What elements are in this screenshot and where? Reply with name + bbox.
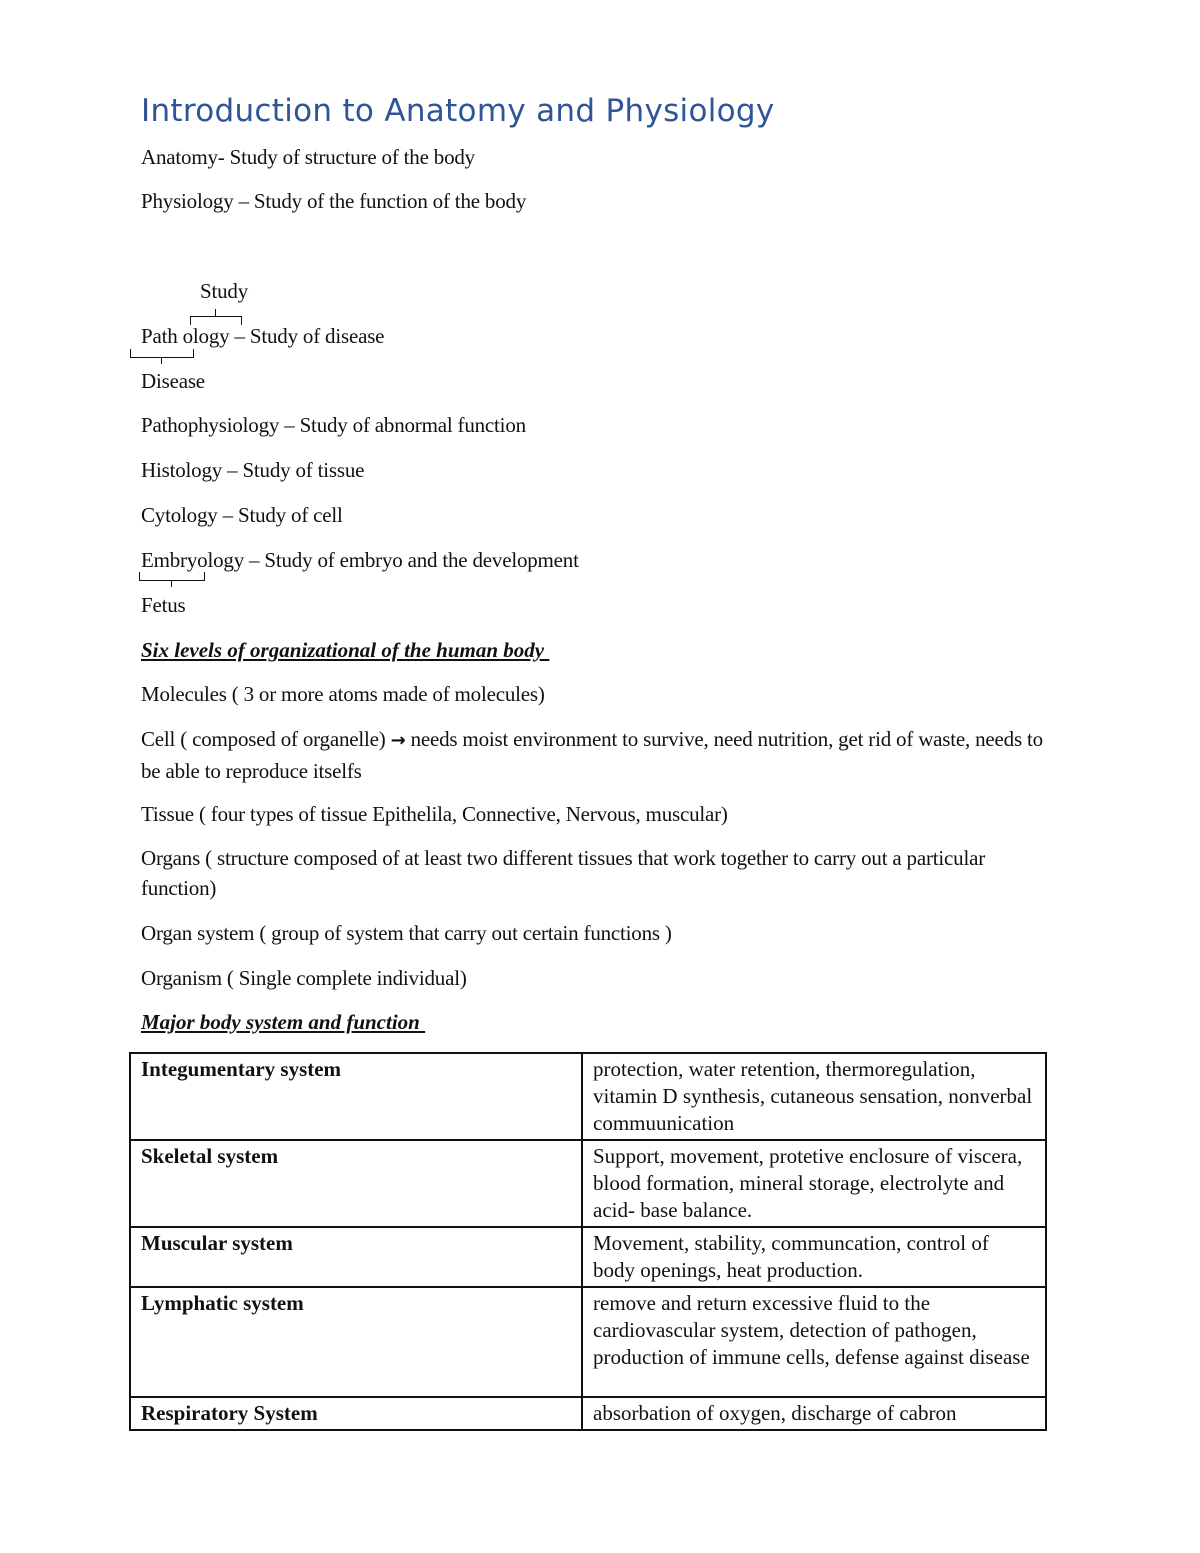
system-name: Lymphatic system [130,1287,582,1397]
fetus-bracket [139,572,205,581]
table-row [130,1140,1046,1227]
level-molecules: Molecules ( 3 or more atoms made of molecules) [141,682,545,706]
system-name: Integumentary system [130,1053,582,1140]
system-name: Respiratory System [130,1397,582,1430]
disease-bracket [130,349,194,358]
body-systems-table [129,1052,1047,1431]
disease-label: Disease [141,369,205,393]
pathology-ology: ology [182,324,230,348]
embryology-definition: Embryology – Study of embryo and the development [141,548,579,572]
cell-text-a: Cell ( composed of organelle) [141,727,391,751]
anatomy-definition: Anatomy- Study of structure of the body [141,145,475,169]
level-organs: Organs ( structure composed of at least two different tissues that work together to carry out a particular function) [141,846,986,900]
table-row [130,1053,1046,1140]
cell-text-b: needs moist environment to survive, need nutrition, get rid of waste, needs to be able to reproduce itselfs [141,727,1043,783]
table-row [130,1397,1046,1430]
level-tissue: Tissue ( four types of tissue Epithelila, Connective, Nervous, muscular) [141,802,728,826]
level-organ-system: Organ system ( group of system that carry out certain functions ) [141,921,672,945]
physiology-definition: Physiology – Study of the function of the body [141,189,527,213]
page-title: Introduction to Anatomy and Physiology [141,93,775,129]
pathology-definition: – Study of disease [229,324,385,348]
pathology-line [141,324,384,348]
fetus-bracket-tick [171,580,172,587]
system-function: protection, water retention, thermoregulation, vitamin D synthesis, cutaneous sensation, nonverbal commuunication [582,1053,1046,1140]
system-function: Support, movement, protetive enclosure of viscera, blood formation, mineral storage, electrolyte and acid- base balance. [582,1140,1046,1227]
histology-definition: Histology – Study of tissue [141,458,365,482]
disease-bracket-tick [161,357,162,364]
system-function: remove and return excessive fluid to the cardiovascular system, detection of pathogen, production of immune cells, defense against disease [582,1287,1046,1397]
system-function: absorbation of oxygen, discharge of cabron [582,1397,1046,1430]
levels-heading: Six levels of organizational of the human body [141,638,550,662]
fetus-label: Fetus [141,593,186,617]
level-cell [141,724,1051,786]
pathophysiology-definition: Pathophysiology – Study of abnormal function [141,413,526,437]
pathology-path: Path [141,324,178,348]
systems-heading: Major body system and function [141,1010,426,1034]
system-function: Movement, stability, communcation, control of body openings, heat production. [582,1227,1046,1287]
cytology-definition: Cytology – Study of cell [141,503,343,527]
table-row [130,1227,1046,1287]
system-name: Muscular system [130,1227,582,1287]
level-organism: Organism ( Single complete individual) [141,966,467,990]
study-label: Study [200,279,249,303]
arrow-right-icon: → [390,730,406,751]
table-row [130,1287,1046,1397]
system-name: Skeletal system [130,1140,582,1227]
study-bracket-tick [215,309,216,316]
